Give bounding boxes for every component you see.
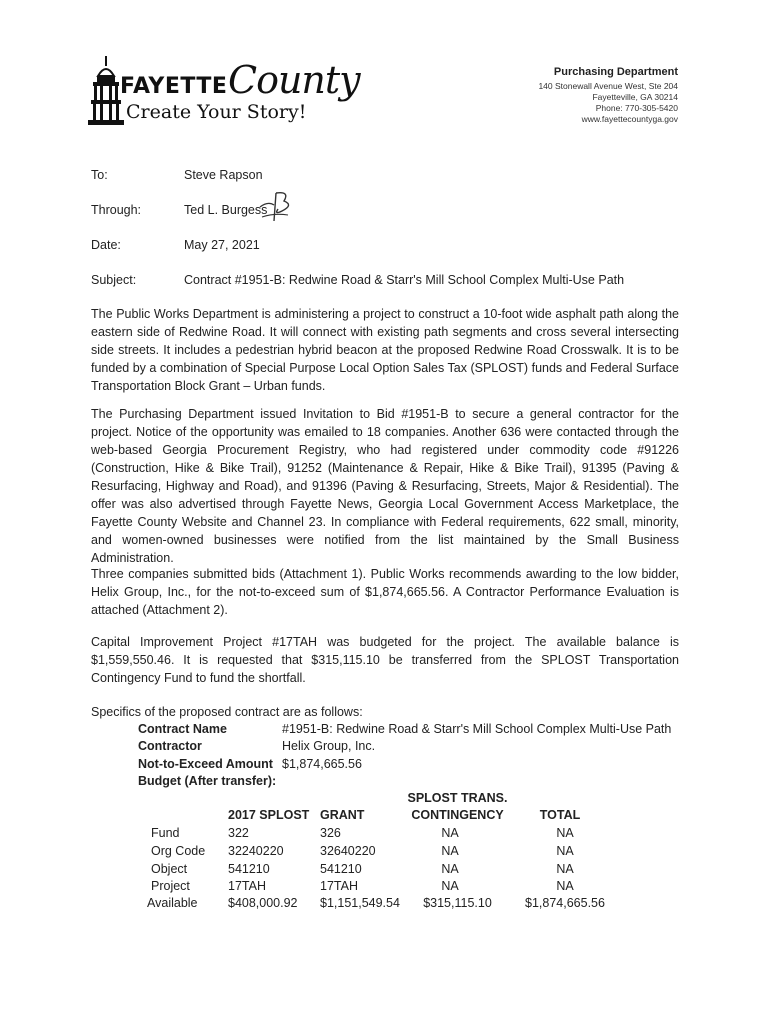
spec-contractor (138, 739, 376, 753)
department-address-1: 140 Stonewall Avenue West, Ste 204 (538, 81, 678, 91)
paragraph-project-description: The Public Works Department is administering a project to construct a 10-foot wide asphalt path along the eastern side of Redwine Road. It will connect with existing path segments and cross several intersecting side streets. It includes a pedestrian hybrid beacon at the proposed Redwine Road Crosswalk. It is to be funded by a combination of Special Purpose Local Option Sales Tax (SPLOST) funds and Federal Surface Transportation Block Grant – Urban funds. (91, 307, 679, 393)
logo-tagline: Create Your Story! (126, 101, 307, 123)
row-label: Org Code (151, 844, 206, 858)
spec-contract-name (138, 722, 672, 736)
specifics-intro: Specifics of the proposed contract are as follows: (91, 705, 363, 719)
department-phone: Phone: 770-305-5420 (595, 103, 678, 113)
contractor-value: Helix Group, Inc. (282, 739, 376, 753)
cell-splost: 541210 (228, 862, 270, 876)
contract-name-value: #1951-B: Redwine Road & Starr's Mill School Complex Multi-Use Path (282, 722, 672, 736)
to-value: Steve Rapson (184, 168, 263, 182)
nte-value: $1,874,665.56 (282, 757, 362, 771)
contractor-label: Contractor (138, 739, 202, 753)
cell-contingency: NA (441, 879, 459, 893)
cell-total: $1,874,665.56 (525, 896, 605, 910)
cell-splost: 32240220 (228, 844, 284, 858)
cell-total: NA (556, 879, 574, 893)
cell-splost: 322 (228, 826, 249, 840)
through-value: Ted L. Burgess (184, 203, 268, 217)
cell-grant: 541210 (320, 862, 362, 876)
row-label: Available (147, 896, 198, 910)
budget-label: Budget (After transfer): (138, 774, 277, 788)
fayette-county-logo (88, 54, 360, 134)
cell-contingency: NA (441, 844, 459, 858)
row-label: Project (151, 879, 190, 893)
nte-label: Not-to-Exceed Amount (138, 757, 273, 771)
cell-contingency: $315,115.10 (423, 896, 492, 910)
date-label: Date: (91, 238, 121, 252)
spec-nte (138, 757, 362, 771)
date-value: May 27, 2021 (184, 238, 260, 252)
header-splost-trans: SPLOST TRANS. (407, 791, 508, 805)
cell-contingency: NA (441, 826, 459, 840)
row-label: Fund (151, 826, 180, 840)
cell-splost: $408,000.92 (228, 896, 298, 910)
row-label: Object (151, 862, 188, 876)
department-contact (538, 67, 678, 125)
logo-brand: FAYETTE (120, 74, 228, 99)
through-label: Through: (91, 203, 142, 217)
cell-total: NA (556, 826, 574, 840)
paragraph-budget-request: Capital Improvement Project #17TAH was budgeted for the project. The available balance is $1,559,550.46. It is requested that $315,115.10 be transferred from the SPLOST Transportation Contingency Fund to fund the shortfall. (91, 635, 679, 685)
cell-splost: 17TAH (228, 879, 266, 893)
subject-value: Contract #1951-B: Redwine Road & Starr's Mill School Complex Multi-Use Path (184, 273, 625, 287)
cell-contingency: NA (441, 862, 459, 876)
cell-total: NA (556, 844, 574, 858)
department-name: Purchasing Department (553, 66, 678, 78)
department-website[interactable]: www.fayettecountyga.gov (581, 114, 678, 124)
paragraph-bid-notice: The Purchasing Department issued Invitation to Bid #1951-B to secure a general contractor for the project. Notice of the opportunity was emailed to 18 companies. Another 636 were contacted through the web-based Georgia Procurement Registry, who had registered under commodity code #91226 (Construction, Hike & Bike Trail), 91252 (Maintenance & Repair, Hike & Bike Trail), 91395 (Paving & Resurfacing, Highway and Road), and 91396 (Paving & Resurfacing, Streets, Major & Residential). The offer was also advertised through Fayette News, Georgia Local Government Access Marketplace, the Fayette County Website and Channel 23. In compliance with Federal requirements, 622 small, minority, and women-owned businesses were notified from the list maintained by the Small Business Administration. (91, 407, 679, 565)
cell-grant: $1,151,549.54 (320, 896, 400, 910)
col-header-contingency: CONTINGENCY (411, 808, 504, 822)
contract-name-label: Contract Name (138, 722, 227, 736)
paragraph-recommendation: Three companies submitted bids (Attachment 1). Public Works recommends awarding to the low bidder, Helix Group, Inc., for the not-to-exceed sum of $1,874,665.56. A Contractor Performance Evaluation is attached (Attachment 2). (91, 567, 679, 617)
col-header-total: TOTAL (539, 808, 581, 822)
cell-grant: 17TAH (320, 879, 358, 893)
col-header-grant: GRANT (320, 808, 365, 822)
cell-grant: 32640220 (320, 844, 376, 858)
to-label: To: (91, 168, 108, 182)
logo-script-word: County (228, 58, 360, 102)
department-address-2: Fayetteville, GA 30214 (592, 92, 678, 102)
initials-signature (254, 187, 300, 227)
subject-label: Subject: (91, 273, 137, 287)
courthouse-icon (88, 54, 124, 132)
cell-grant: 326 (320, 826, 341, 840)
spec-budget (138, 774, 276, 788)
col-header-2017-splost: 2017 SPLOST (228, 808, 310, 822)
cell-total: NA (556, 862, 574, 876)
